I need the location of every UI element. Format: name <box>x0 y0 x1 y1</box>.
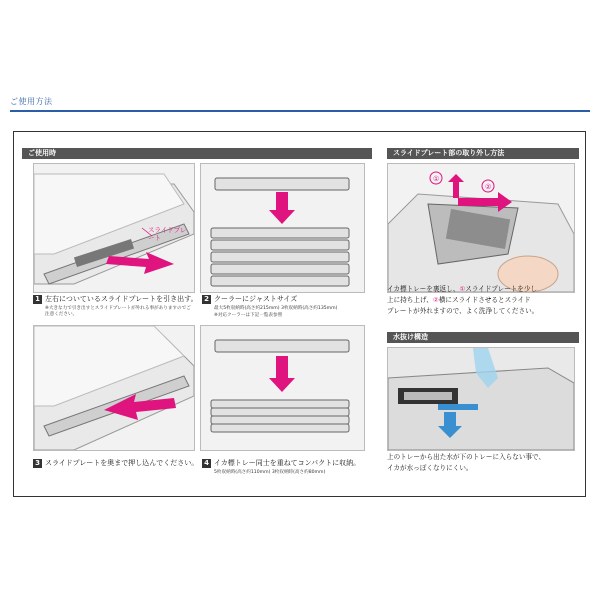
removal-line-2b: 横にスライドさせるとスライド <box>438 296 531 304</box>
circle-label-2: ② <box>485 183 492 191</box>
removal-circle-1: ① <box>459 285 466 293</box>
drain-description <box>387 452 577 474</box>
nested-trays-illustration <box>201 326 364 450</box>
step-1-note: ※大きな力で引き出すとスライドプレートが外れる事がありますのでご注意ください。 <box>45 306 191 317</box>
slide-plate-label: スライドプレート <box>148 226 187 242</box>
removal-illustration <box>388 164 574 292</box>
step-3-number: 3 <box>33 459 42 468</box>
step-4-note: 5枚収納時(高さ約110mm) 3枚収納時(高さ約80mm) <box>214 470 326 475</box>
removal-line-1a: イカ標トレーを裏返し、 <box>387 285 460 293</box>
title-rule <box>10 110 590 112</box>
step-4-number: 4 <box>202 459 211 468</box>
push-in-illustration <box>34 326 194 450</box>
drain-line-1: 上のトレーから出た水が下のトレーに入らない事で、 <box>387 453 546 461</box>
drain-illustration <box>388 348 574 450</box>
step-2-note-2: ※対応クーラーは下記一覧表参照 <box>214 313 283 318</box>
panel-drain <box>387 347 575 451</box>
step-2-note: 最大5枚収納時(高さ約215mm) 3枚収納時(高さ約135mm) <box>214 306 338 311</box>
step-1 <box>33 295 198 304</box>
step-4 <box>202 459 360 468</box>
step-2-number: 2 <box>202 295 211 304</box>
panel-cooler-fit <box>200 163 365 293</box>
section-header-removal: スライドプレート部の取り外し方法 <box>387 148 579 159</box>
stacked-trays-illustration <box>201 164 364 292</box>
drain-line-2: イカが水っぽくなりにくい。 <box>387 464 473 472</box>
removal-instructions <box>387 284 577 317</box>
page-title: ご使用方法 <box>10 97 53 106</box>
section-header-usage: ご使用時 <box>22 148 372 159</box>
step-2 <box>202 295 297 304</box>
step-1-number: 1 <box>33 295 42 304</box>
removal-circle-2: ② <box>432 296 439 304</box>
step-3 <box>33 459 198 468</box>
panel-compact-storage <box>200 325 365 451</box>
circle-label-1: ① <box>433 175 440 183</box>
step-3-text: スライドプレートを奥まで押し込んでください。 <box>45 459 199 467</box>
panel-pull-out <box>33 163 195 293</box>
panel-removal <box>387 163 575 293</box>
step-1-text: 左右についているスライドプレートを引き出す。 <box>45 295 198 303</box>
section-header-drain: 水抜け構造 <box>387 332 579 343</box>
removal-line-1b: スライドプレートを少し <box>465 285 538 293</box>
step-2-text: クーラーにジャストサイズ <box>214 295 298 303</box>
removal-line-2a: 上に持ち上げ、 <box>387 296 433 304</box>
step-4-text: イカ標トレー同士を重ねてコンパクトに収納。 <box>214 459 361 467</box>
removal-line-3: プレートが外れますので、よく洗浄してください。 <box>387 307 539 315</box>
instruction-frame <box>13 131 586 497</box>
panel-push-in <box>33 325 195 451</box>
